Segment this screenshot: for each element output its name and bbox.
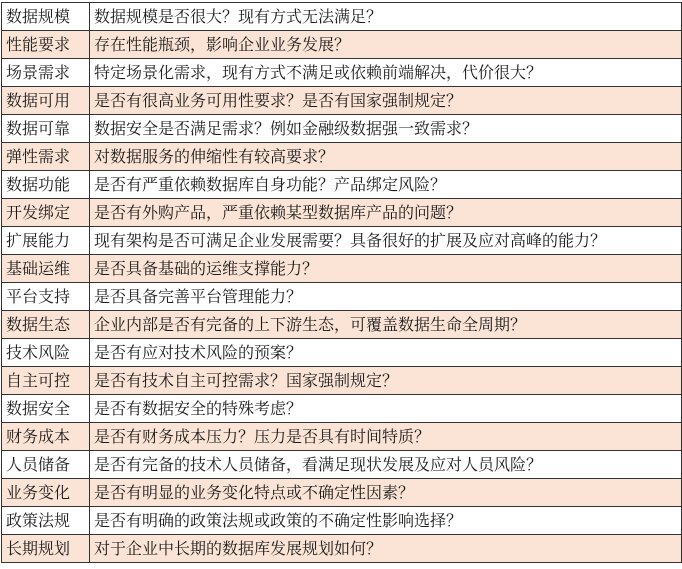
table-row xyxy=(2,199,682,227)
table-row xyxy=(2,3,682,31)
criterion-name: 数据可靠 xyxy=(2,115,90,143)
table-row xyxy=(2,311,682,339)
table-row xyxy=(2,255,682,283)
criterion-name: 场景需求 xyxy=(2,59,90,87)
criterion-question: 特定场景化需求，现有方式不满足或依赖前端解决，代价很大？ xyxy=(90,59,682,87)
table-row xyxy=(2,59,682,87)
criterion-name: 数据安全 xyxy=(2,395,90,423)
criterion-name: 业务变化 xyxy=(2,479,90,507)
table-row xyxy=(2,115,682,143)
criterion-name: 数据功能 xyxy=(2,171,90,199)
criterion-question: 是否具备完善平台管理能力？ xyxy=(90,283,682,311)
criterion-question: 对于企业中长期的数据库发展规划如何？ xyxy=(90,535,682,563)
table-row xyxy=(2,479,682,507)
criterion-name: 自主可控 xyxy=(2,367,90,395)
criterion-question: 现有架构是否可满足企业发展需要？具备很好的扩展及应对高峰的能力？ xyxy=(90,227,682,255)
table-row xyxy=(2,423,682,451)
table-row xyxy=(2,87,682,115)
criterion-question: 是否有技术自主可控需求？国家强制规定？ xyxy=(90,367,682,395)
criterion-question: 数据安全是否满足需求？例如金融级数据强一致需求？ xyxy=(90,115,682,143)
criterion-question: 是否有很高业务可用性要求？是否有国家强制规定？ xyxy=(90,87,682,115)
criterion-name: 数据规模 xyxy=(2,3,90,31)
table-row xyxy=(2,283,682,311)
criterion-name: 基础运维 xyxy=(2,255,90,283)
table-row xyxy=(2,339,682,367)
criterion-question: 是否有应对技术风险的预案？ xyxy=(90,339,682,367)
criterion-name: 人员储备 xyxy=(2,451,90,479)
table-row xyxy=(2,367,682,395)
table-row xyxy=(2,451,682,479)
criterion-question: 是否有完备的技术人员储备，看满足现状发展及应对人员风险？ xyxy=(90,451,682,479)
table-row xyxy=(2,507,682,535)
criterion-question: 是否有明显的业务变化特点或不确定性因素？ xyxy=(90,479,682,507)
table-row xyxy=(2,31,682,59)
criterion-question: 是否有严重依赖数据库自身功能？产品绑定风险？ xyxy=(90,171,682,199)
criterion-question: 是否具备基础的运维支撑能力？ xyxy=(90,255,682,283)
criterion-question: 是否有财务成本压力？压力是否具有时间特质？ xyxy=(90,423,682,451)
criterion-name: 长期规划 xyxy=(2,535,90,563)
table-row xyxy=(2,535,682,563)
table-row xyxy=(2,395,682,423)
table-body xyxy=(2,3,682,563)
criterion-question: 是否有明确的政策法规或政策的不确定性影响选择？ xyxy=(90,507,682,535)
criterion-question: 是否有数据安全的特殊考虑？ xyxy=(90,395,682,423)
criterion-question: 数据规模是否很大？现有方式无法满足？ xyxy=(90,3,682,31)
table-row xyxy=(2,143,682,171)
criterion-name: 开发绑定 xyxy=(2,199,90,227)
criterion-name: 财务成本 xyxy=(2,423,90,451)
table-row xyxy=(2,227,682,255)
criterion-name: 数据可用 xyxy=(2,87,90,115)
criterion-question: 是否有外购产品，严重依赖某型数据库产品的问题？ xyxy=(90,199,682,227)
criterion-name: 数据生态 xyxy=(2,311,90,339)
criterion-name: 性能要求 xyxy=(2,31,90,59)
database-selection-criteria-table xyxy=(1,2,682,563)
criterion-name: 政策法规 xyxy=(2,507,90,535)
criterion-name: 平台支持 xyxy=(2,283,90,311)
table-row xyxy=(2,171,682,199)
criterion-name: 扩展能力 xyxy=(2,227,90,255)
criterion-question: 企业内部是否有完备的上下游生态，可覆盖数据生命全周期？ xyxy=(90,311,682,339)
criterion-name: 弹性需求 xyxy=(2,143,90,171)
criterion-question: 对数据服务的伸缩性有较高要求？ xyxy=(90,143,682,171)
criterion-name: 技术风险 xyxy=(2,339,90,367)
criterion-question: 存在性能瓶颈，影响企业业务发展？ xyxy=(90,31,682,59)
